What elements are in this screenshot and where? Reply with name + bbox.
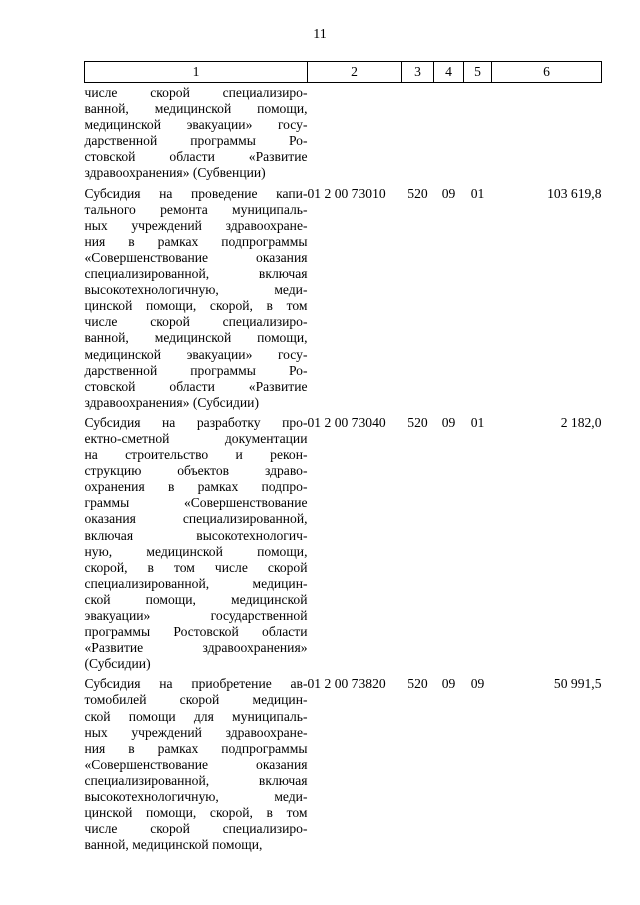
amount-value: 2 182,0	[560, 414, 602, 430]
description-line: ской помощи, медицинской	[84, 591, 308, 607]
table-row	[85, 83, 602, 184]
table-body	[85, 83, 602, 856]
description-line: медицинской эвакуации» госу-	[84, 346, 308, 362]
description-line: ных учреждений здравоохране-	[84, 217, 308, 233]
expense-type-code	[402, 83, 434, 184]
column-header: 4	[434, 62, 464, 83]
description-line: здравоохранения» (Субвенции)	[84, 165, 266, 181]
page-number: 11	[313, 27, 327, 42]
target-article-code: 01 2 00 73040	[307, 414, 386, 430]
description-line: включая высокотехнологич-	[84, 527, 308, 543]
description-line: «Совершенствование оказания	[84, 756, 308, 772]
description-line: цинской помощи, скорой, в том	[84, 805, 308, 821]
description-line: числе скорой специализиро-	[84, 85, 308, 100]
description-line: числе скорой специализиро-	[84, 314, 308, 330]
column-header: 5	[464, 62, 492, 83]
amount-value: 103 619,8	[547, 185, 602, 201]
column-header: 6	[492, 62, 602, 83]
row-description	[85, 674, 308, 855]
expense-type-code: 520	[407, 185, 428, 201]
expense-type-code: 520	[407, 414, 428, 430]
description-line: Субсидия на приобретение ав-	[84, 676, 308, 692]
description-line: ванной, медицинской помощи,	[84, 837, 263, 853]
description-line: ную, медицинской помощи,	[84, 543, 308, 559]
description-line: «Развитие здравоохранения»	[84, 640, 308, 656]
section-code: 09	[441, 414, 456, 430]
description-line: специализированной, включая	[84, 266, 308, 282]
description-line: дарственной программы Ро-	[84, 133, 308, 149]
row-description	[85, 184, 308, 413]
description-line: стовской области «Развитие	[84, 378, 308, 394]
description-line: медицинской эвакуации» госу-	[84, 117, 308, 133]
description-line: ской помощи для муниципаль-	[84, 708, 308, 724]
column-header: 2	[308, 62, 402, 83]
table-row	[85, 413, 602, 675]
description-line: ния в рамках подпрограммы	[84, 233, 308, 249]
description-line: стовской области «Развитие	[84, 149, 308, 165]
description-line: оказания специализированной,	[84, 511, 308, 527]
budget-table	[84, 61, 602, 855]
subsection-code	[464, 83, 492, 184]
description-line: высокотехнологичную, меди-	[84, 789, 308, 805]
description-line: программы Ростовской области	[84, 624, 308, 640]
description-line: на строительство и рекон-	[84, 447, 308, 463]
description-line: специализированной, медицин-	[84, 575, 308, 591]
column-header: 1	[85, 62, 308, 83]
description-line: цинской помощи, скорой, в том	[84, 298, 308, 314]
section-code: 09	[441, 676, 456, 692]
description-line: специализированной, включая	[84, 772, 308, 788]
subsection-code: 01	[470, 414, 485, 430]
section-code: 09	[441, 185, 456, 201]
description-line: тального ремонта муниципаль-	[84, 201, 308, 217]
row-description	[85, 83, 308, 184]
description-line: Субсидия на разработку про-	[84, 414, 308, 430]
description-line: граммы «Совершенствование	[84, 495, 308, 511]
description-line: (Субсидии)	[84, 656, 151, 672]
description-line: скорой, в том числе скорой	[84, 559, 308, 575]
description-line: томобилей скорой медицин-	[84, 692, 308, 708]
description-line: дарственной программы Ро-	[84, 362, 308, 378]
table-header	[85, 62, 602, 83]
description-line: эвакуации» государственной	[84, 608, 308, 623]
description-line: числе скорой специализиро-	[84, 821, 308, 837]
amount-value	[492, 83, 602, 184]
description-line: ектно-сметной документации	[84, 430, 308, 446]
description-line: ния в рамках подпрограммы	[84, 740, 308, 756]
target-article-code	[308, 83, 402, 184]
subsection-code: 09	[470, 676, 485, 692]
description-line: высокотехнологичную, меди-	[84, 282, 308, 298]
table-row	[85, 184, 602, 413]
description-line: ванной, медицинской помощи,	[84, 101, 308, 117]
section-code	[434, 83, 464, 184]
description-line: «Совершенствование оказания	[84, 249, 308, 265]
subsection-code: 01	[470, 185, 485, 201]
row-description	[85, 413, 308, 675]
target-article-code: 01 2 00 73820	[307, 676, 386, 692]
amount-value: 50 991,5	[553, 676, 602, 692]
description-line: струкцию объектов здраво-	[84, 463, 308, 479]
expense-type-code: 520	[407, 676, 428, 692]
description-line: охранения в рамках подпро-	[84, 479, 308, 495]
target-article-code: 01 2 00 73010	[307, 185, 386, 201]
table-row	[85, 674, 602, 855]
description-line: здравоохранения» (Субсидии)	[84, 394, 259, 410]
description-line: Субсидия на проведение капи-	[84, 185, 308, 201]
description-line: ванной, медицинской помощи,	[84, 330, 308, 346]
column-header: 3	[402, 62, 434, 83]
description-line: ных учреждений здравоохране-	[84, 724, 308, 740]
